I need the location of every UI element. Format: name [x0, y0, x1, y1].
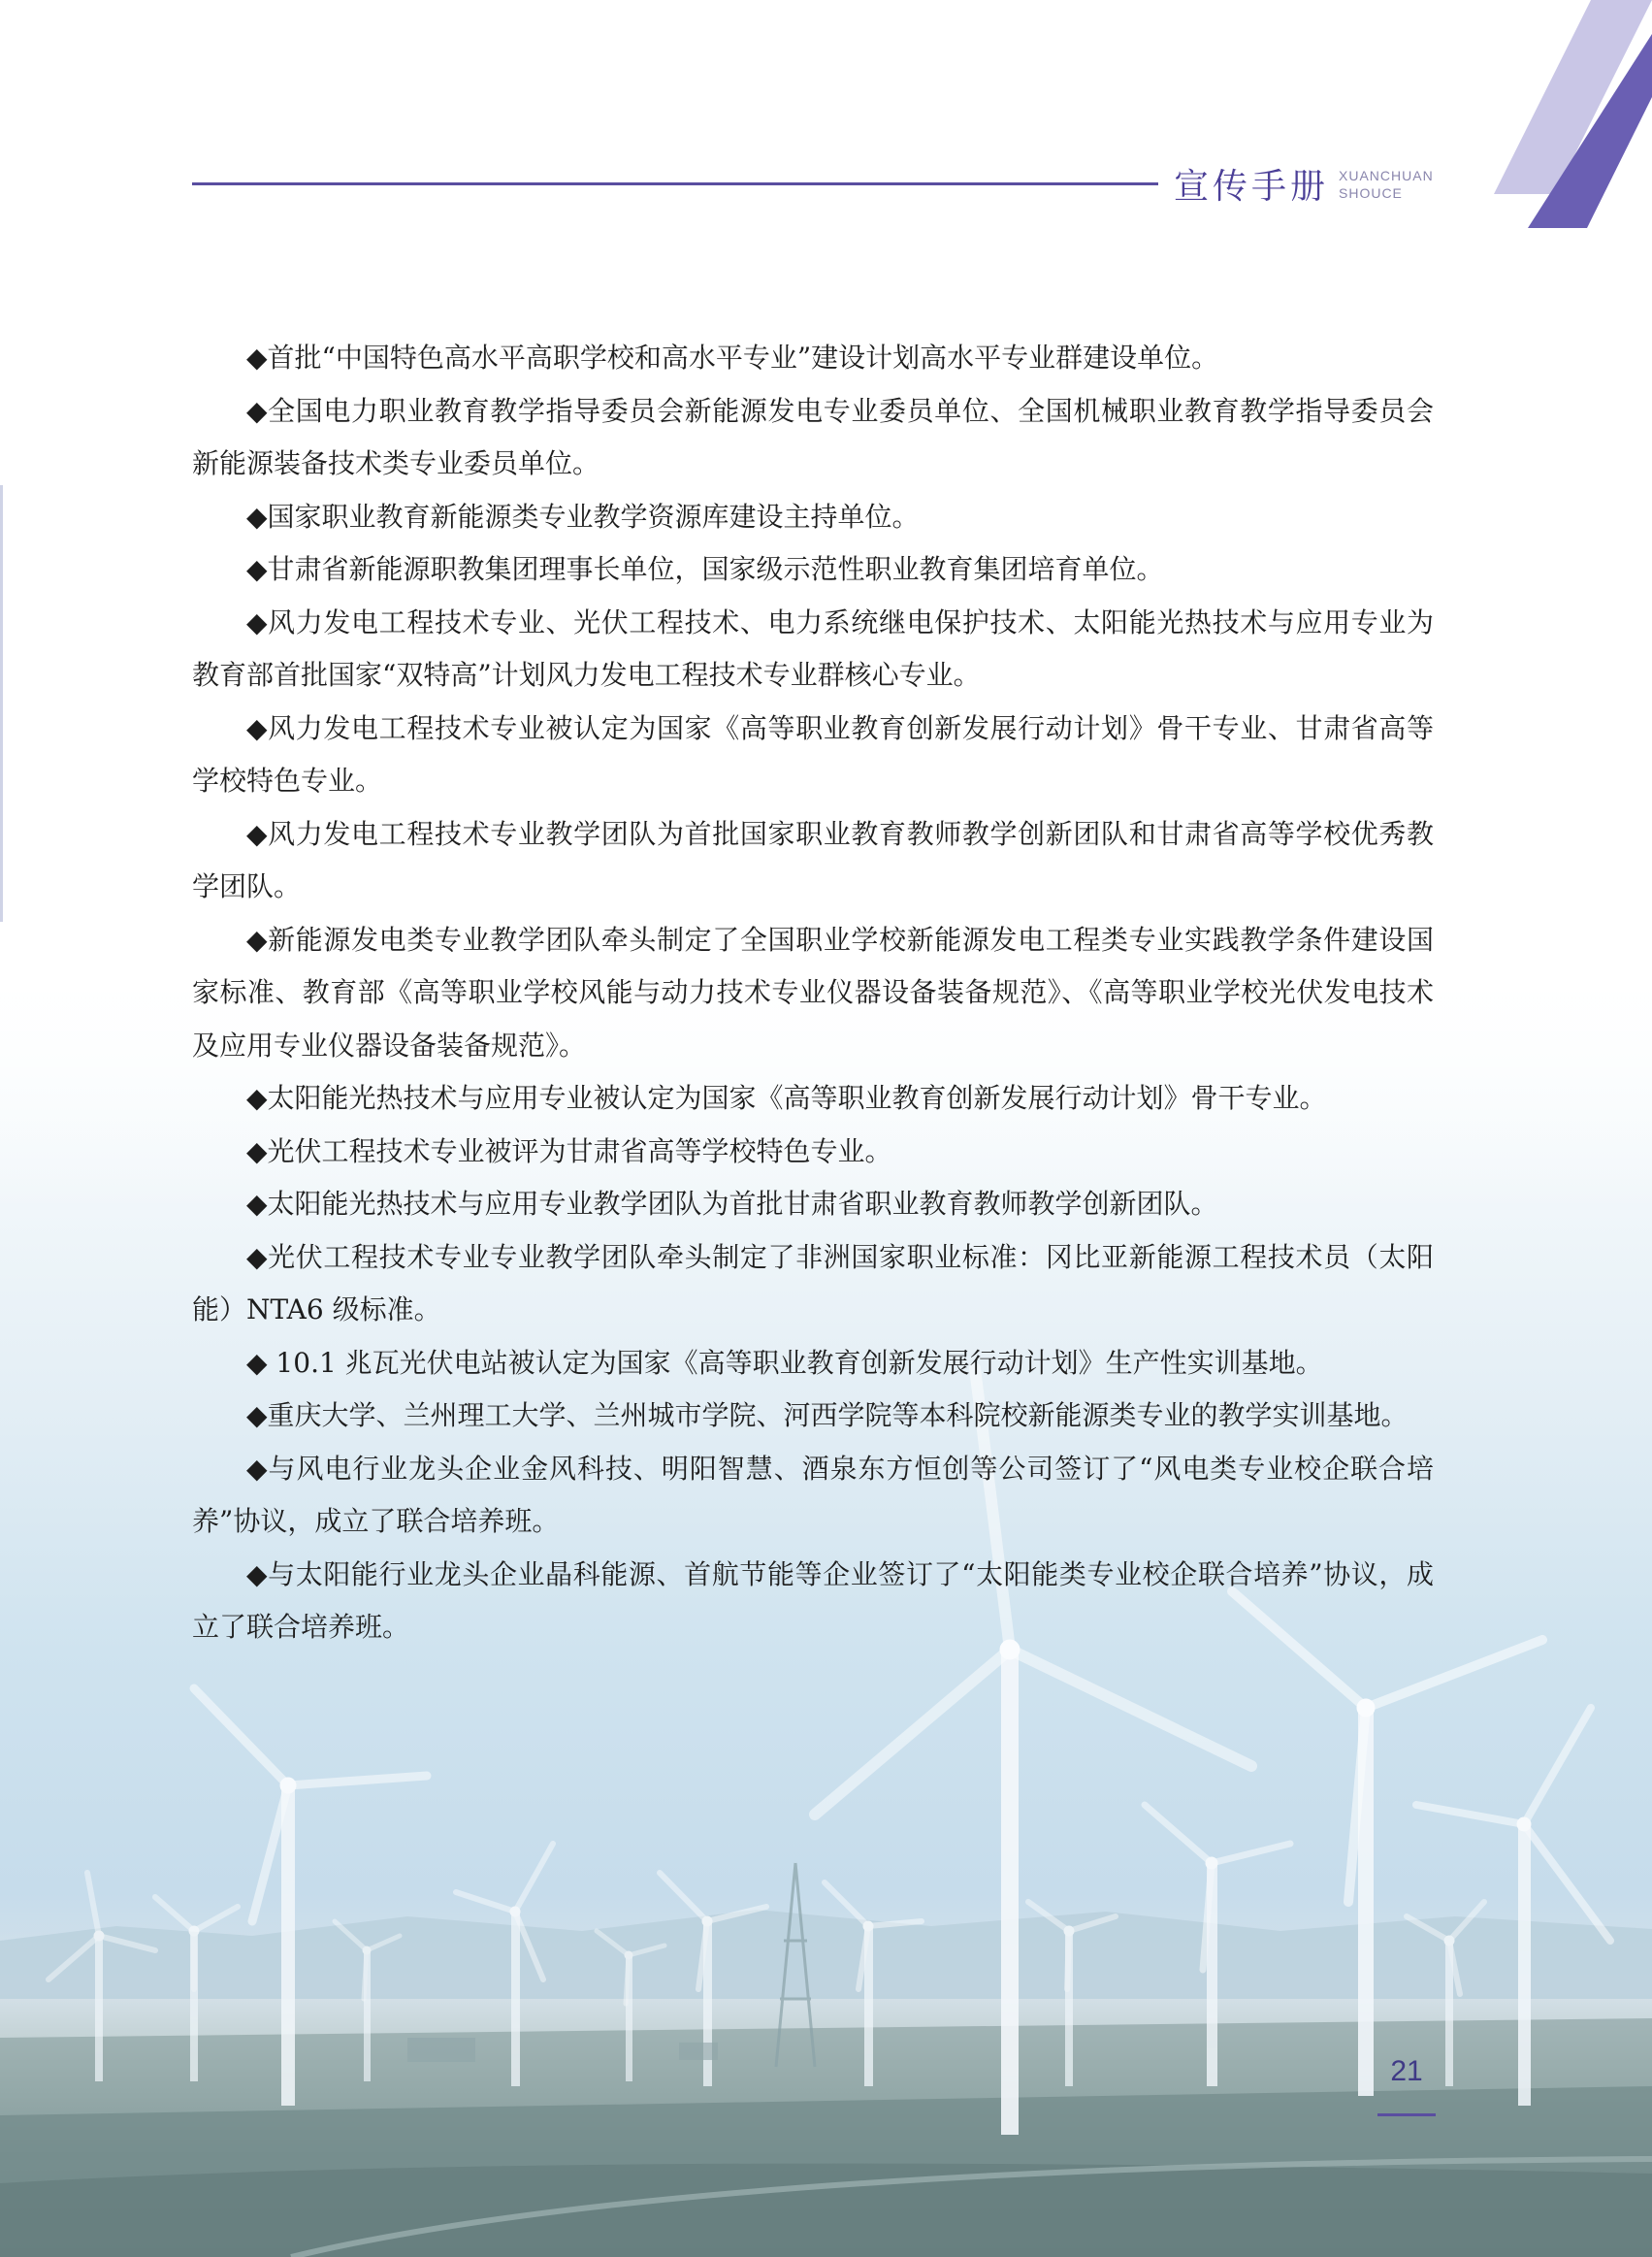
- left-margin-accent: [0, 485, 3, 922]
- bullet-paragraph: ◆甘肃省新能源职教集团理事长单位，国家级示范性职业教育集团培育单位。: [246, 553, 1164, 585]
- header-subtitle-line2: SHOUCE: [1339, 185, 1403, 201]
- page-number: 21: [1390, 2055, 1423, 2087]
- bullet-paragraph: ◆重庆大学、兰州理工大学、兰州城市学院、河西学院等本科院校新能源类专业的教学实训基地。: [246, 1399, 1409, 1431]
- header-rule: [192, 182, 1158, 185]
- header-subtitle: [1339, 167, 1434, 202]
- bullet-paragraph: ◆风力发电工程技术专业教学团队为首批国家职业教育教师教学创新团队和甘肃省高等学校优秀教学团队。: [192, 817, 1434, 902]
- bullet-paragraph: ◆新能源发电类专业教学团队牵头制定了全国职业学校新能源发电工程类专业实践教学条件建设国家标准、教育部《高等职业学校风能与动力技术专业仪器设备装备规范》、《高等职业学校光伏发电技术及应用专业仪器设备装备规范》。: [192, 923, 1434, 1062]
- bullet-paragraph: ◆光伏工程技术专业被评为甘肃省高等学校特色专业。: [246, 1134, 892, 1167]
- header-title: 宣传手册: [1174, 167, 1330, 207]
- bullet-paragraph: ◆太阳能光热技术与应用专业被认定为国家《高等职业教育创新发展行动计划》骨干专业。: [246, 1082, 1327, 1114]
- bullet-paragraph: ◆太阳能光热技术与应用专业教学团队为首批甘肃省职业教育教师教学创新团队。: [246, 1188, 1218, 1220]
- bullet-paragraph: ◆首批“中国特色高水平高职学校和高水平专业”建设计划高水平专业群建设单位。: [246, 342, 1219, 374]
- bullet-paragraph: ◆与风电行业龙头企业金风科技、明阳智慧、酒泉东方恒创等公司签订了“风电类专业校企联合培养”协议，成立了联合培养班。: [192, 1452, 1434, 1537]
- bullet-paragraph: ◆光伏工程技术专业专业教学团队牵头制定了非洲国家职业标准：冈比亚新能源工程技术员（太阳能）NTA6 级标准。: [192, 1240, 1434, 1325]
- bullet-paragraph: ◆ 10.1 兆瓦光伏电站被认定为国家《高等职业教育创新发展行动计划》生产性实训基地。: [246, 1346, 1323, 1379]
- bullet-paragraph: ◆全国电力职业教育教学指导委员会新能源发电专业委员单位、全国机械职业教育教学指导委员会新能源装备技术类专业委员单位。: [192, 394, 1434, 479]
- bullet-paragraph: ◆风力发电工程技术专业、光伏工程技术、电力系统继电保护技术、太阳能光热技术与应用专业为教育部首批国家“双特高”计划风力发电工程技术专业群核心专业。: [192, 605, 1434, 691]
- bullet-paragraph: ◆风力发电工程技术专业被认定为国家《高等职业教育创新发展行动计划》骨干专业、甘肃省高等学校特色专业。: [192, 711, 1434, 797]
- header-subtitle-line1: XUANCHUAN: [1339, 168, 1434, 183]
- bullet-paragraph: ◆与太阳能行业龙头企业晶科能源、首航节能等企业签订了“太阳能类专业校企联合培养”协议，成立了联合培养班。: [192, 1557, 1434, 1643]
- document-body: [192, 332, 1434, 1654]
- bullet-paragraph: ◆国家职业教育新能源类专业教学资源库建设主持单位。: [246, 500, 920, 533]
- page-number-underline: [1377, 2113, 1436, 2116]
